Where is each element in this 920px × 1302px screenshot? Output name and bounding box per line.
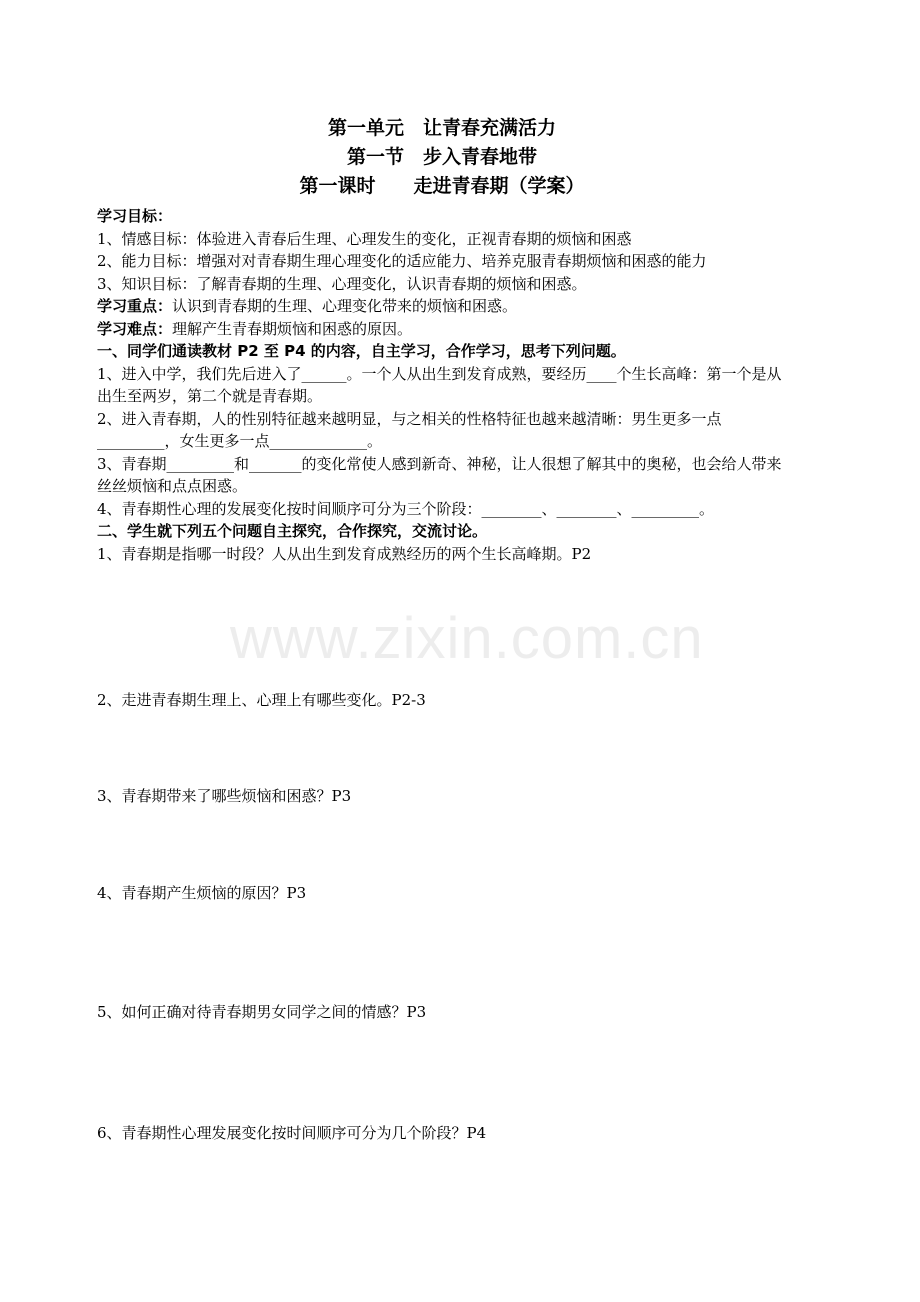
key-point-text: 认识到青春期的生理、心理变化带来的烦恼和困惑。 bbox=[172, 297, 518, 315]
section2-heading: 二、学生就下列五个问题自主探究，合作探究，交流讨论。 bbox=[97, 522, 488, 540]
section-title: 第一节 步入青春地带 bbox=[346, 146, 537, 168]
discussion-question: 3、青春期带来了哪些烦恼和困惑？P3 bbox=[97, 787, 352, 805]
lesson-title: 第一课时 走进青春期（学案） bbox=[299, 175, 585, 197]
watermark: www.zixin.com.cn bbox=[230, 606, 704, 671]
difficulty bbox=[97, 318, 787, 341]
difficulty-label: 学习难点： bbox=[97, 319, 173, 338]
objective-item: 3、知识目标：了解青春期的生理、心理变化，认识青春期的烦恼和困惑。 bbox=[97, 274, 587, 293]
fill-in-item: 1、进入中学，我们先后进入了______。一个人从出生到发育成熟，要经历____个生长高峰：第一个是从出生至两岁，第二个就是青春期。 bbox=[97, 364, 782, 405]
section1-heading: 一、同学们通读教材 P2 至 P4 的内容，自主学习，合作学习，思考下列问题。 bbox=[97, 342, 626, 360]
unit-title: 第一单元 让青春充满活力 bbox=[327, 117, 556, 139]
discussion-question: 4、青春期产生烦恼的原因？P3 bbox=[97, 884, 307, 902]
fill-in-item: 2、进入青春期，人的性别特征越来越明显，与之相关的性格特征也越来越清晰：男生更多一点_________，女生更多一点_____________。 bbox=[97, 409, 722, 450]
key-point-label: 学习重点： bbox=[97, 297, 173, 315]
objective-item: 1、情感目标：体验进入青春后生理、心理发生的变化，正视青春期的烦恼和困惑 bbox=[97, 229, 632, 248]
objective-item: 2、能力目标：增强对对青春期生理心理变化的适应能力、培养克服青春期烦恼和困惑的能力 bbox=[97, 252, 707, 270]
fill-in-item: 4、青春期性心理的发展变化按时间顺序可分为三个阶段：________、________、_________。 bbox=[97, 499, 715, 518]
key-point bbox=[97, 295, 787, 318]
objectives-heading: 学习目标： bbox=[97, 207, 173, 225]
discussion-question: 5、如何正确对待青春期男女同学之间的情感？P3 bbox=[97, 1003, 427, 1021]
discussion-question: 2、走进青春期生理上、心理上有哪些变化。P2-3 bbox=[97, 691, 426, 709]
document-content bbox=[97, 114, 787, 565]
difficulty-text: 理解产生青春期烦恼和困惑的原因。 bbox=[172, 319, 413, 338]
discussion-question: 6、青春期性心理发展变化按时间顺序可分为几个阶段？P4 bbox=[97, 1124, 487, 1142]
discussion-question: 1、青春期是指哪一时段？人从出生到发育成熟经历的两个生长高峰期。P2 bbox=[97, 544, 592, 563]
fill-in-item: 3、青春期_________和_______的变化常使人感到新奇、神秘，让人很想了解其中的奥秘，也会给人带来丝丝烦恼和点点困惑。 bbox=[97, 454, 782, 495]
